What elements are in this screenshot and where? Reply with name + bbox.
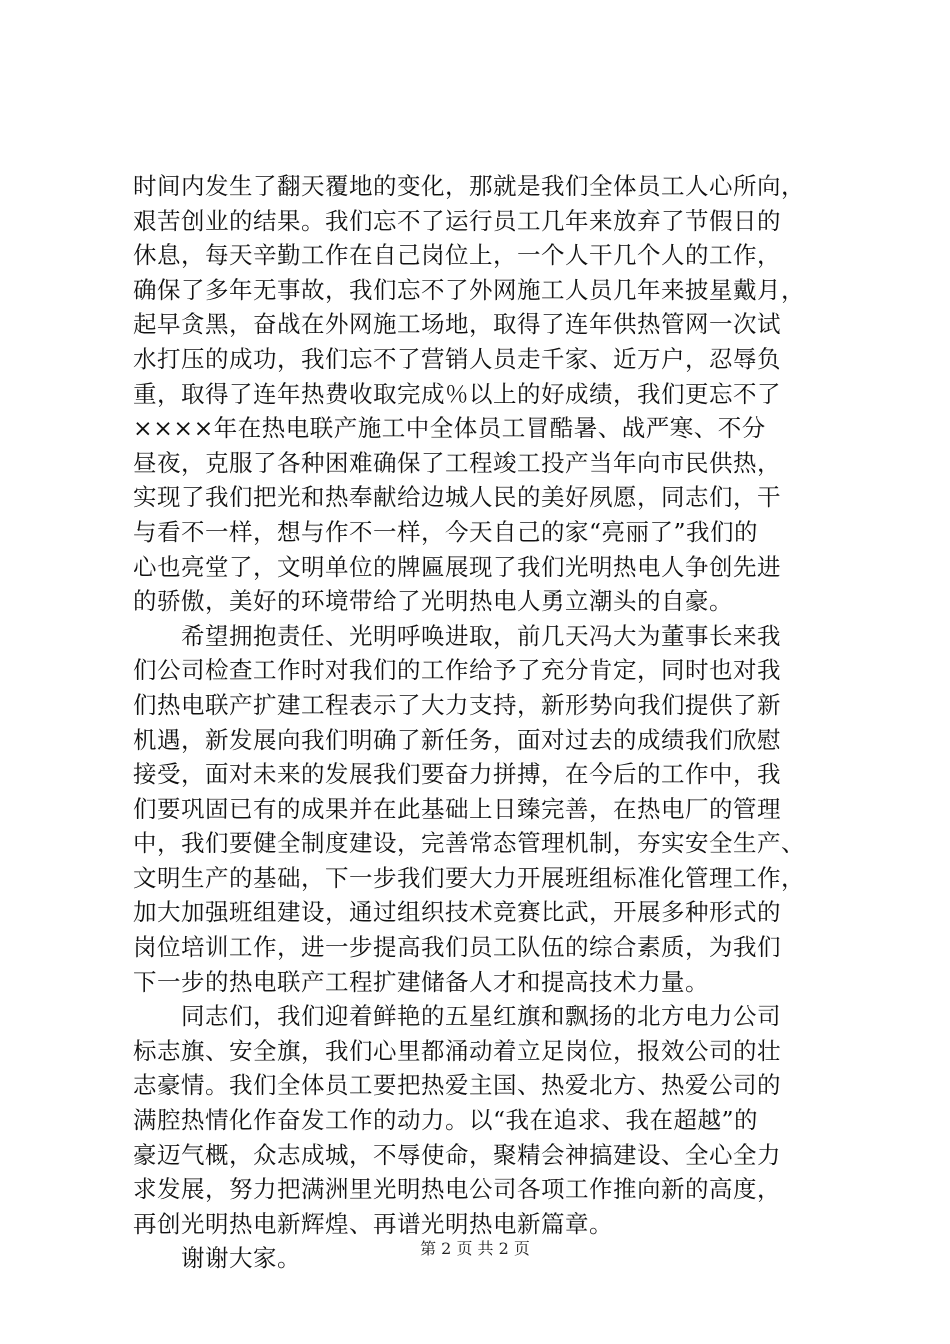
text-line: 起早贪黑，奋战在外网施工场地，取得了连年供热管网一次试 (133, 310, 781, 339)
text-line: 的骄傲，美好的环境带给了光明热电人勇立潮头的自豪。 (133, 587, 733, 616)
text-line: 下一步的热电联产工程扩建储备人才和提高技术力量。 (133, 967, 709, 996)
text-line: 们公司检查工作时对我们的工作给予了充分肯定，同时也对我 (133, 656, 781, 685)
text-line: 与看不一样，想与作不一样，今天自己的家“亮丽了”我们的 (133, 517, 759, 546)
text-line: 中，我们要健全制度建设，完善常态管理机制，夯实安全生产、 (133, 829, 805, 858)
text-line: 志豪情。我们全体员工要把热爱主国、热爱北方、热爱公司的 (133, 1071, 781, 1100)
text-line: 同志们，我们迎着鲜艳的五星红旗和飘扬的北方电力公司 (133, 1002, 781, 1031)
text-line: 标志旗、安全旗，我们心里都涌动着立足岗位，报效公司的壮 (133, 1036, 781, 1065)
text-line: 谢谢大家。 (133, 1244, 301, 1273)
document-body (133, 169, 833, 1276)
text-line: 文明生产的基础，下一步我们要大力开展班组标准化管理工作， (133, 863, 805, 892)
text-line: 豪迈气概，众志成城，不辱使命，聚精会神搞建设、全心全力 (133, 1140, 781, 1169)
text-line: 时间内发生了翻天覆地的变化，那就是我们全体员工人心所向， (133, 172, 805, 200)
text-line: 实现了我们把光和热奉献给边城人民的美好夙愿，同志们，干 (133, 483, 781, 512)
text-line: 加大加强班组建设，通过组织技术竞赛比武，开展多种形式的 (133, 898, 781, 927)
text-line: 水打压的成功，我们忘不了营销人员走千家、近万户，忍辱负 (133, 344, 781, 373)
text-line: 昼夜，克服了各种困难确保了工程竣工投产当年向市民供热， (133, 448, 781, 477)
text-line: 休息，每天辛勤工作在自己岗位上，一个人干几个人的工作， (133, 241, 781, 270)
text-line: 重，取得了连年热费收取完成％以上的好成绩，我们更忘不了 (133, 379, 781, 408)
text-line: 再创光明热电新辉煌、再谱光明热电新篇章。 (133, 1209, 613, 1238)
text-line: ××××年在热电联产施工中全体员工冒酷暑、战严寒、不分 (133, 414, 766, 443)
text-line: 们要巩固已有的成果并在此基础上日臻完善，在热电厂的管理 (133, 794, 781, 823)
text-line: 机遇，新发展向我们明确了新任务，面对过去的成绩我们欣慰 (133, 725, 781, 754)
text-line: 接受，面对未来的发展我们要奋力拼搏，在今后的工作中，我 (133, 760, 781, 789)
text-line: 艰苦创业的结果。我们忘不了运行员工几年来放弃了节假日的 (133, 206, 781, 235)
text-line: 确保了多年无事故，我们忘不了外网施工人员几年来披星戴月， (133, 275, 805, 304)
text-line: 满腔热情化作奋发工作的动力。以“我在追求、我在超越”的 (133, 1106, 759, 1135)
text-line: 岗位培训工作，进一步提高我们员工队伍的综合素质，为我们 (133, 933, 781, 962)
text-line: 心也亮堂了，文明单位的牌匾展现了我们光明热电人争创先进 (133, 552, 781, 581)
text-line: 求发展，努力把满洲里光明热电公司各项工作推向新的高度， (133, 1175, 781, 1204)
page-number-footer: 第 2 页 共 2 页 (420, 1239, 530, 1258)
text-line: 们热电联产扩建工程表示了大力支持，新形势向我们提供了新 (133, 690, 781, 719)
text-line: 希望拥抱责任、光明呼唤进取，前几天冯大为董事长来我 (133, 621, 781, 650)
